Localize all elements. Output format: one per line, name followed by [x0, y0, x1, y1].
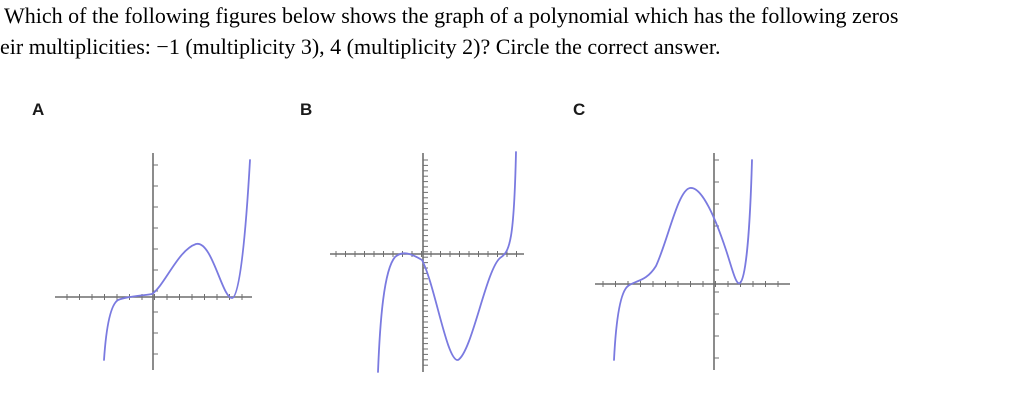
graph-b-curve	[378, 152, 516, 372]
graph-c[interactable]	[595, 153, 790, 370]
graph-a-curve	[104, 160, 250, 360]
graph-c-curve	[614, 160, 752, 360]
option-a-label[interactable]: A	[32, 100, 45, 119]
option-b-label[interactable]: B	[300, 100, 313, 119]
question-line-1: Which of the following figures below shows the graph of a polynomial which has the following zeros	[4, 3, 899, 28]
graph-a-ticks	[67, 165, 242, 354]
option-c-label[interactable]: C	[573, 100, 586, 119]
graph-b[interactable]	[330, 152, 524, 372]
question-line-2: eir multiplicities: −1 (multiplicity 3), 4 (multiplicity 2)? Circle the correct answer.	[0, 34, 721, 59]
graph-b-ticks	[336, 160, 517, 365]
graph-a[interactable]	[55, 153, 252, 370]
